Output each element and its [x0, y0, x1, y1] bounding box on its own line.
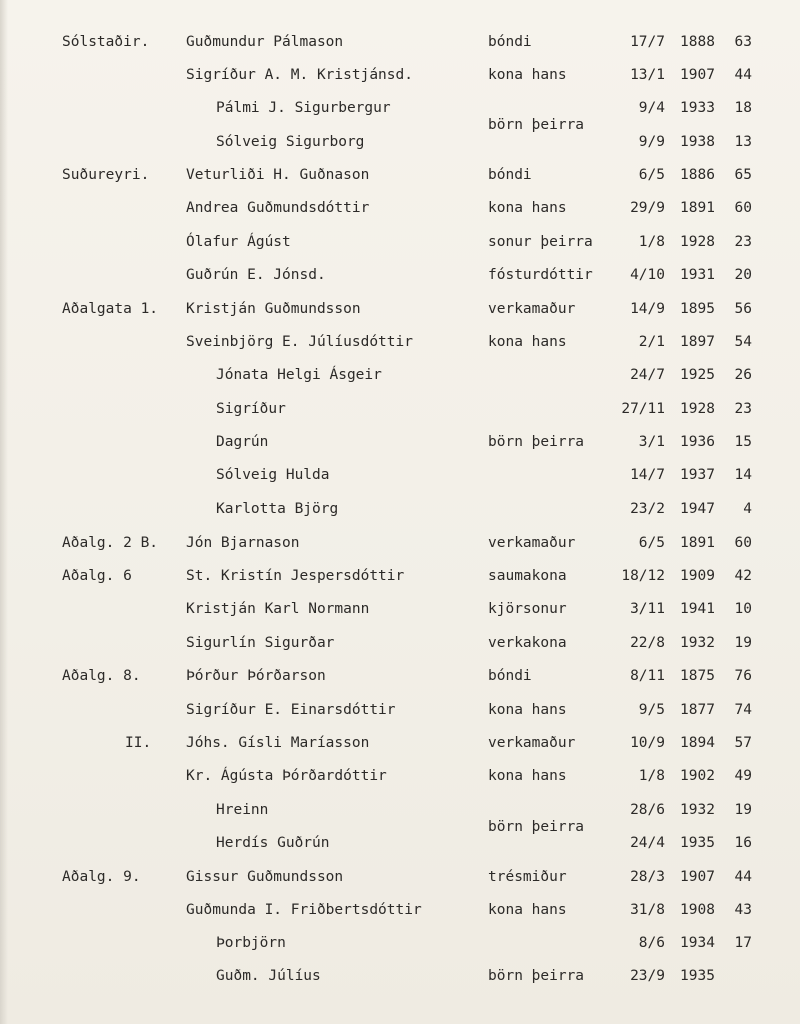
- date-cell: 8/6: [638, 935, 665, 951]
- name-cell: Dagrún: [216, 434, 269, 450]
- date-cell: 14/7: [630, 467, 665, 483]
- year-cell: 1932: [680, 802, 715, 818]
- address-cell: II.: [125, 735, 152, 751]
- role-cell: trésmiður: [488, 869, 567, 885]
- age-cell: 19: [734, 802, 752, 818]
- role-cell: kona hans: [488, 902, 567, 918]
- year-cell: 1894: [680, 735, 715, 751]
- table-row: [0, 230, 800, 254]
- date-cell: 28/3: [630, 869, 665, 885]
- table-row: [0, 130, 800, 154]
- name-cell: Guðmundur Pálmason: [186, 34, 344, 50]
- name-cell: Sveinbjörg E. Júlíusdóttir: [186, 334, 413, 350]
- table-row: [0, 297, 800, 321]
- table-row: [0, 631, 800, 655]
- age-cell: 26: [734, 367, 752, 383]
- age-cell: 4: [743, 501, 752, 517]
- age-cell: 74: [734, 702, 752, 718]
- name-cell: Sólveig Hulda: [216, 467, 330, 483]
- age-cell: 17: [734, 935, 752, 951]
- age-cell: 44: [734, 67, 752, 83]
- table-row: [0, 397, 800, 421]
- role-cell: bóndi: [488, 668, 532, 684]
- date-cell: 3/1: [638, 434, 665, 450]
- name-cell: Kristján Guðmundsson: [186, 301, 361, 317]
- table-row: [0, 698, 800, 722]
- year-cell: 1935: [680, 835, 715, 851]
- table-row: [0, 430, 800, 454]
- year-cell: 1891: [680, 535, 715, 551]
- date-cell: 22/8: [630, 635, 665, 651]
- age-cell: 63: [734, 34, 752, 50]
- date-cell: 9/5: [638, 702, 665, 718]
- table-row: [0, 363, 800, 387]
- year-cell: 1925: [680, 367, 715, 383]
- year-cell: 1935: [680, 968, 715, 984]
- role-cell: kona hans: [488, 200, 567, 216]
- name-cell: Kr. Ágústa Þórðardóttir: [186, 768, 387, 784]
- age-cell: 60: [734, 535, 752, 551]
- date-cell: 23/2: [630, 501, 665, 517]
- role-cell: fósturdóttir: [488, 267, 593, 283]
- table-row: [0, 664, 800, 688]
- date-cell: 14/9: [630, 301, 665, 317]
- name-cell: Karlotta Björg: [216, 501, 339, 517]
- year-cell: 1875: [680, 668, 715, 684]
- name-cell: Gissur Guðmundsson: [186, 869, 344, 885]
- date-cell: 17/7: [630, 34, 665, 50]
- year-cell: 1934: [680, 935, 715, 951]
- role-cell: kjörsonur: [488, 601, 567, 617]
- date-cell: 18/12: [621, 568, 665, 584]
- table-row: [0, 330, 800, 354]
- date-cell: 2/1: [638, 334, 665, 350]
- table-row: [0, 798, 800, 822]
- year-cell: 1928: [680, 234, 715, 250]
- table-row: [0, 163, 800, 187]
- role-cell: sonur þeirra: [488, 234, 593, 250]
- name-cell: Sigríður: [216, 401, 286, 417]
- table-row: [0, 531, 800, 555]
- year-cell: 1937: [680, 467, 715, 483]
- year-cell: 1902: [680, 768, 715, 784]
- date-cell: 9/9: [638, 134, 665, 150]
- date-cell: 27/11: [621, 401, 665, 417]
- role-cell: kona hans: [488, 67, 567, 83]
- role-cell: verkamaður: [488, 301, 576, 317]
- age-cell: 76: [734, 668, 752, 684]
- year-cell: 1907: [680, 869, 715, 885]
- date-cell: 6/5: [638, 167, 665, 183]
- date-cell: 23/9: [630, 968, 665, 984]
- year-cell: 1877: [680, 702, 715, 718]
- date-cell: 31/8: [630, 902, 665, 918]
- table-row: [0, 564, 800, 588]
- year-cell: 1891: [680, 200, 715, 216]
- table-row: [0, 63, 800, 87]
- date-cell: 3/11: [630, 601, 665, 617]
- year-cell: 1941: [680, 601, 715, 617]
- name-cell: Jóhs. Gísli Maríasson: [186, 735, 370, 751]
- table-row: [0, 463, 800, 487]
- table-row: [0, 196, 800, 220]
- group-label: börn þeirra: [488, 117, 585, 133]
- table-row: [0, 831, 800, 855]
- year-cell: 1886: [680, 167, 715, 183]
- name-cell: Veturliði H. Guðnason: [186, 167, 370, 183]
- name-cell: Jónata Helgi Ásgeir: [216, 367, 382, 383]
- age-cell: 44: [734, 869, 752, 885]
- role-cell: verkamaður: [488, 735, 576, 751]
- table-row: [0, 865, 800, 889]
- name-cell: Guðm. Júlíus: [216, 968, 321, 984]
- year-cell: 1909: [680, 568, 715, 584]
- name-cell: Þorbjörn: [216, 935, 286, 951]
- table-row: [0, 764, 800, 788]
- table-row: [0, 964, 800, 988]
- date-cell: 28/6: [630, 802, 665, 818]
- role-cell: verkakona: [488, 635, 567, 651]
- age-cell: 20: [734, 267, 752, 283]
- table-row: [0, 263, 800, 287]
- role-cell: kona hans: [488, 768, 567, 784]
- age-cell: 10: [734, 601, 752, 617]
- name-cell: Sigríður E. Einarsdóttir: [186, 702, 396, 718]
- age-cell: 16: [734, 835, 752, 851]
- date-cell: 29/9: [630, 200, 665, 216]
- role-cell: saumakona: [488, 568, 567, 584]
- name-cell: Pálmi J. Sigurbergur: [216, 100, 391, 116]
- name-cell: Þórður Þórðarson: [186, 668, 326, 684]
- name-cell: Kristján Karl Normann: [186, 601, 370, 617]
- year-cell: 1908: [680, 902, 715, 918]
- group-label: börn þeirra: [488, 819, 585, 835]
- date-cell: 6/5: [638, 535, 665, 551]
- year-cell: 1907: [680, 67, 715, 83]
- role-cell: kona hans: [488, 334, 567, 350]
- age-cell: 43: [734, 902, 752, 918]
- name-cell: Guðrún E. Jónsd.: [186, 267, 326, 283]
- age-cell: 13: [734, 134, 752, 150]
- name-cell: Jón Bjarnason: [186, 535, 300, 551]
- age-cell: 60: [734, 200, 752, 216]
- name-cell: Ólafur Ágúst: [186, 234, 291, 250]
- name-cell: Sólveig Sigurborg: [216, 134, 365, 150]
- age-cell: 54: [734, 334, 752, 350]
- age-cell: 23: [734, 401, 752, 417]
- address-cell: Aðalg. 2 B.: [62, 535, 159, 551]
- date-cell: 24/7: [630, 367, 665, 383]
- role-cell: bóndi: [488, 34, 532, 50]
- age-cell: 49: [734, 768, 752, 784]
- role-cell: kona hans: [488, 702, 567, 718]
- age-cell: 23: [734, 234, 752, 250]
- date-cell: 10/9: [630, 735, 665, 751]
- date-cell: 1/8: [638, 234, 665, 250]
- table-row: [0, 731, 800, 755]
- date-cell: 8/11: [630, 668, 665, 684]
- age-cell: 42: [734, 568, 752, 584]
- address-cell: Aðalg. 8.: [62, 668, 141, 684]
- year-cell: 1931: [680, 267, 715, 283]
- age-cell: 56: [734, 301, 752, 317]
- age-cell: 65: [734, 167, 752, 183]
- age-cell: 57: [734, 735, 752, 751]
- year-cell: 1938: [680, 134, 715, 150]
- table-row: [0, 30, 800, 54]
- table-row: [0, 497, 800, 521]
- address-cell: Aðalg. 6: [62, 568, 132, 584]
- role-cell: börn þeirra: [488, 968, 585, 984]
- age-cell: 15: [734, 434, 752, 450]
- address-cell: Aðalgata 1.: [62, 301, 159, 317]
- role-cell: verkamaður: [488, 535, 576, 551]
- year-cell: 1933: [680, 100, 715, 116]
- date-cell: 1/8: [638, 768, 665, 784]
- name-cell: Herdís Guðrún: [216, 835, 330, 851]
- table-row: [0, 931, 800, 955]
- name-cell: Sigurlín Sigurðar: [186, 635, 335, 651]
- year-cell: 1947: [680, 501, 715, 517]
- table-row: [0, 898, 800, 922]
- age-cell: 14: [734, 467, 752, 483]
- role-cell: börn þeirra: [488, 434, 585, 450]
- table-row: [0, 96, 800, 120]
- table-row: [0, 597, 800, 621]
- name-cell: Sigríður A. M. Kristjánsd.: [186, 67, 413, 83]
- name-cell: Andrea Guðmundsdóttir: [186, 200, 370, 216]
- date-cell: 9/4: [638, 100, 665, 116]
- year-cell: 1895: [680, 301, 715, 317]
- date-cell: 24/4: [630, 835, 665, 851]
- age-cell: 18: [734, 100, 752, 116]
- date-cell: 13/1: [630, 67, 665, 83]
- year-cell: 1928: [680, 401, 715, 417]
- name-cell: St. Kristín Jespersdóttir: [186, 568, 405, 584]
- year-cell: 1932: [680, 635, 715, 651]
- name-cell: Hreinn: [216, 802, 269, 818]
- role-cell: bóndi: [488, 167, 532, 183]
- date-cell: 4/10: [630, 267, 665, 283]
- year-cell: 1897: [680, 334, 715, 350]
- age-cell: 19: [734, 635, 752, 651]
- address-cell: Aðalg. 9.: [62, 869, 141, 885]
- name-cell: Guðmunda I. Friðbertsdóttir: [186, 902, 422, 918]
- year-cell: 1888: [680, 34, 715, 50]
- address-cell: Sólstaðir.: [62, 34, 150, 50]
- year-cell: 1936: [680, 434, 715, 450]
- address-cell: Suðureyri.: [62, 167, 150, 183]
